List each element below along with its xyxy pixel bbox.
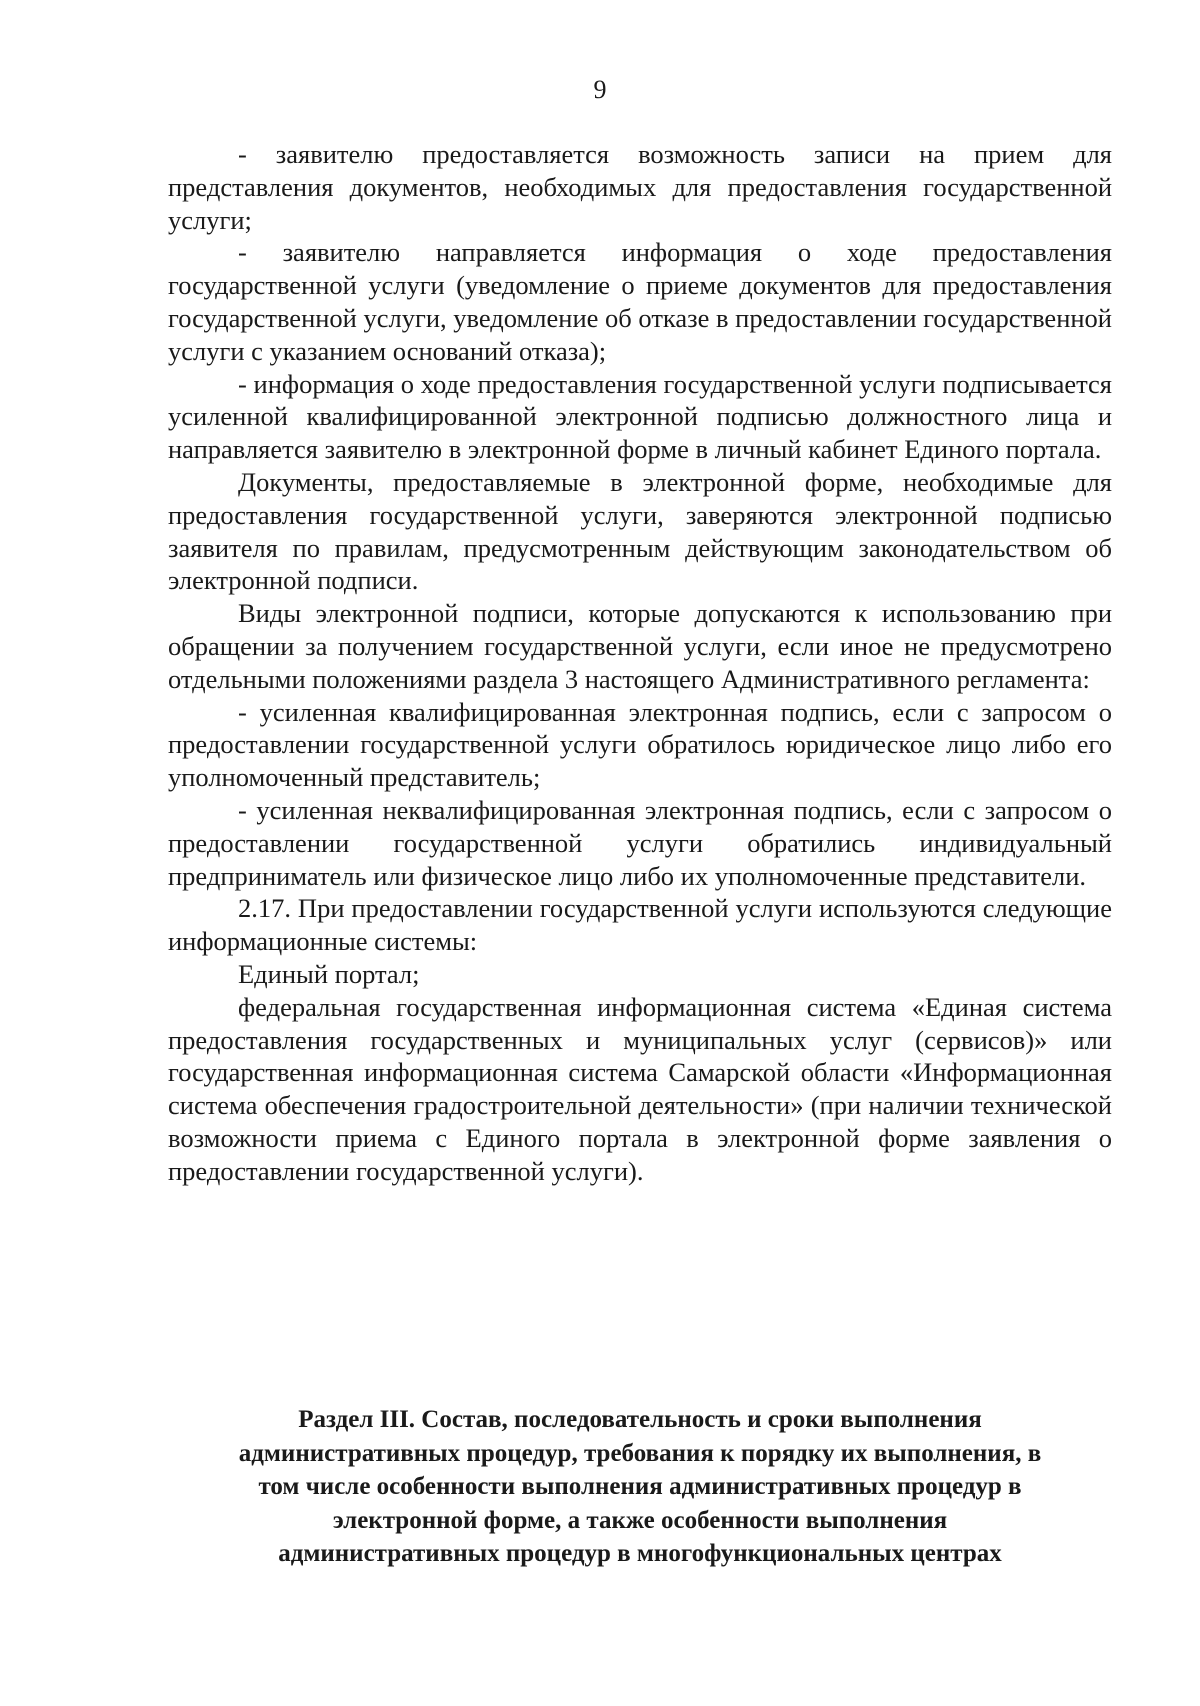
section-heading-line: Раздел III. Состав, последовательность и сроки выполнения [298,1406,982,1433]
paragraph-federal-system: федеральная государственная информационная система «Единая система предоставления государственных и муниципальных услуг (сервисов)» или государственная информационная система Самарской области «Информационная система обеспечения градостроительной деятельности» (при наличии технической возможности приема с Единого портала в электронной форме заявления о предоставлении государственной услуги). [168,991,1112,1186]
paragraph-signature-types: Виды электронной подписи, которые допускаются к использованию при обращении за получением государственной услуги, если иное не предусмотрено отдельными положениями раздела 3 настоящего Административного регламента: [168,598,1112,694]
paragraph-unified-portal: Единый портал; [238,958,420,989]
paragraph-progress-info: - заявителю направляется информация о ходе предоставления государственной услуги (уведомление о приеме документов для предоставления государственной услуги, уведомление об отказе в предоставлении государственной услуги с указанием оснований отказа); [168,237,1112,366]
section-heading [168,1403,1112,1571]
page-number: 9 [593,75,607,104]
section-heading-line: административных процедур, требования к порядку их выполнения, в [238,1439,1042,1467]
paragraph-qualified-signature: - усиленная квалифицированная электронная подпись, если с запросом о предоставлении государственной услуги обратилось юридическое лицо либо его уполномоченный представитель; [168,696,1112,793]
paragraph-signed-info: - информация о ходе предоставления государственной услуги подписывается усиленной квалифицированной электронной подписью должностного лица и направляется заявителю в электронной форме в личный кабинет Единого портала. [168,368,1112,465]
paragraph-unqualified-signature: - усиленная неквалифицированная электронная подпись, если с запросом о предоставлении государственной услуги обратились индивидуальный предприниматель или физическое лицо либо их уполномоченные представители. [168,794,1112,891]
section-heading-line: административных процедур в многофункциональных центрах [278,1540,1002,1568]
paragraph-documents-signature: Документы, предоставляемые в электронной форме, необходимые для предоставления государственной услуги, заверяются электронной подписью заявителя по правилам, предусмотренным действующим законодательством об электронной подписи. [168,466,1112,596]
section-heading-line: электронной форме, а также особенности выполнения [332,1506,948,1534]
section-heading-line: том числе особенности выполнения административных процедур в [258,1473,1022,1501]
body-text [168,138,1112,1188]
paragraph-information-systems: 2.17. При предоставлении государственной услуги используются следующие информационные системы: [168,893,1112,957]
paragraph-appointment-booking: - заявителю предоставляется возможность записи на прием для представления документов, необходимых для предоставления государственной услуги; [168,139,1112,235]
